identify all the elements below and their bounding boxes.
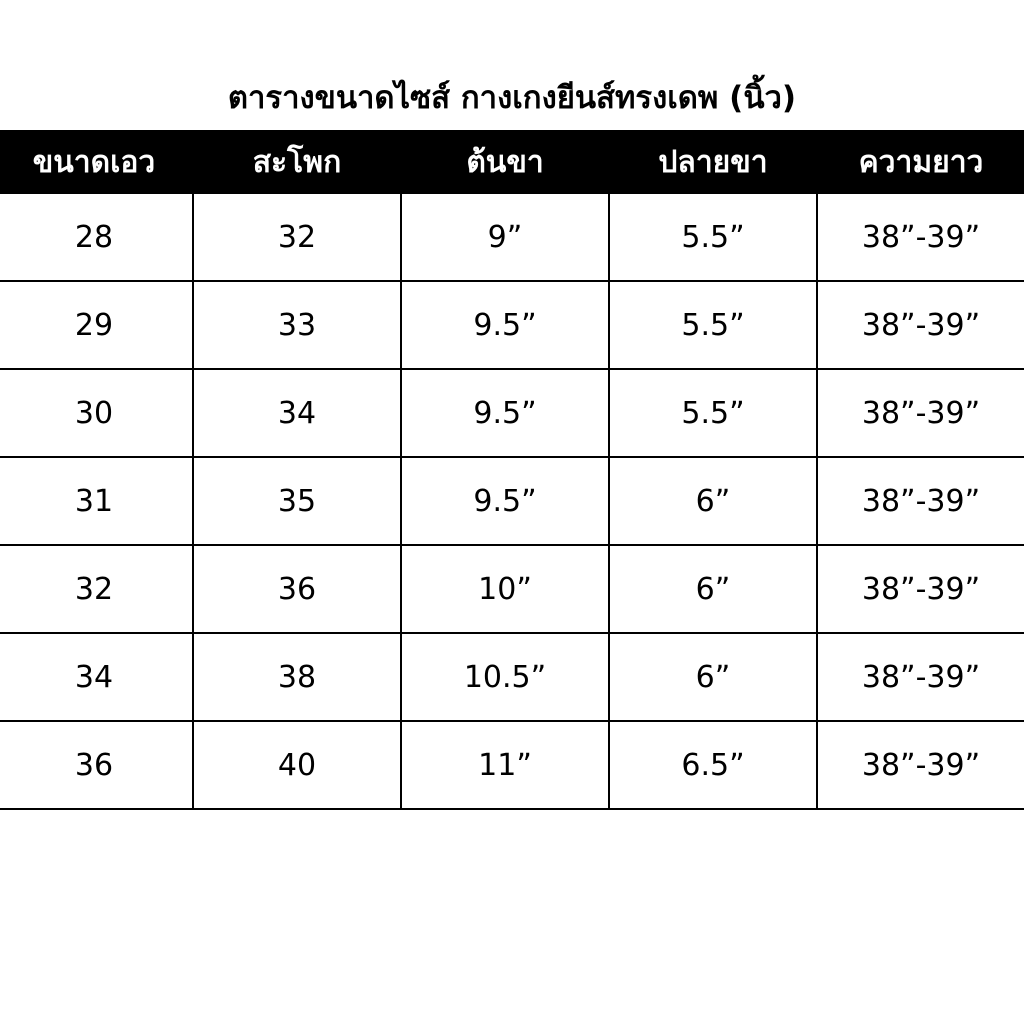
cell-thigh: 9.5” (401, 369, 609, 457)
size-table-container (0, 130, 1024, 810)
cell-thigh: 11” (401, 721, 609, 809)
table-row (0, 721, 1024, 809)
page-title: ตารางขนาดไซส์ กางเกงยีนส์ทรงเดพ (นิ้ว) (227, 80, 797, 116)
cell-length: 38”-39” (817, 281, 1024, 369)
cell-hip: 33 (193, 281, 401, 369)
column-header-thigh: ต้นขา (401, 131, 609, 193)
cell-thigh: 9” (401, 193, 609, 281)
column-header-waist: ขนาดเอว (0, 131, 193, 193)
cell-leg-opening: 5.5” (609, 281, 817, 369)
cell-thigh: 9.5” (401, 457, 609, 545)
table-row (0, 545, 1024, 633)
cell-hip: 40 (193, 721, 401, 809)
cell-length: 38”-39” (817, 193, 1024, 281)
table-body (0, 193, 1024, 809)
table-row (0, 369, 1024, 457)
cell-length: 38”-39” (817, 721, 1024, 809)
column-header-hip: สะโพก (193, 131, 401, 193)
table-row (0, 633, 1024, 721)
table-row (0, 281, 1024, 369)
cell-hip: 32 (193, 193, 401, 281)
size-table (0, 130, 1024, 810)
cell-waist: 34 (0, 633, 193, 721)
table-row (0, 193, 1024, 281)
cell-waist: 32 (0, 545, 193, 633)
top-spacer (0, 0, 1024, 78)
table-header-row (0, 131, 1024, 193)
cell-hip: 38 (193, 633, 401, 721)
column-header-length: ความยาว (817, 131, 1024, 193)
cell-waist: 36 (0, 721, 193, 809)
cell-thigh: 10” (401, 545, 609, 633)
cell-length: 38”-39” (817, 633, 1024, 721)
cell-hip: 34 (193, 369, 401, 457)
cell-thigh: 10.5” (401, 633, 609, 721)
cell-leg-opening: 5.5” (609, 369, 817, 457)
cell-leg-opening: 5.5” (609, 193, 817, 281)
cell-length: 38”-39” (817, 545, 1024, 633)
cell-leg-opening: 6” (609, 457, 817, 545)
cell-waist: 29 (0, 281, 193, 369)
cell-length: 38”-39” (817, 369, 1024, 457)
cell-hip: 35 (193, 457, 401, 545)
cell-length: 38”-39” (817, 457, 1024, 545)
cell-thigh: 9.5” (401, 281, 609, 369)
cell-hip: 36 (193, 545, 401, 633)
table-header (0, 131, 1024, 193)
cell-leg-opening: 6.5” (609, 721, 817, 809)
cell-leg-opening: 6” (609, 633, 817, 721)
cell-waist: 30 (0, 369, 193, 457)
cell-waist: 31 (0, 457, 193, 545)
bottom-spacer (0, 810, 1024, 1010)
cell-waist: 28 (0, 193, 193, 281)
column-header-leg-opening: ปลายขา (609, 131, 817, 193)
cell-leg-opening: 6” (609, 545, 817, 633)
table-row (0, 457, 1024, 545)
